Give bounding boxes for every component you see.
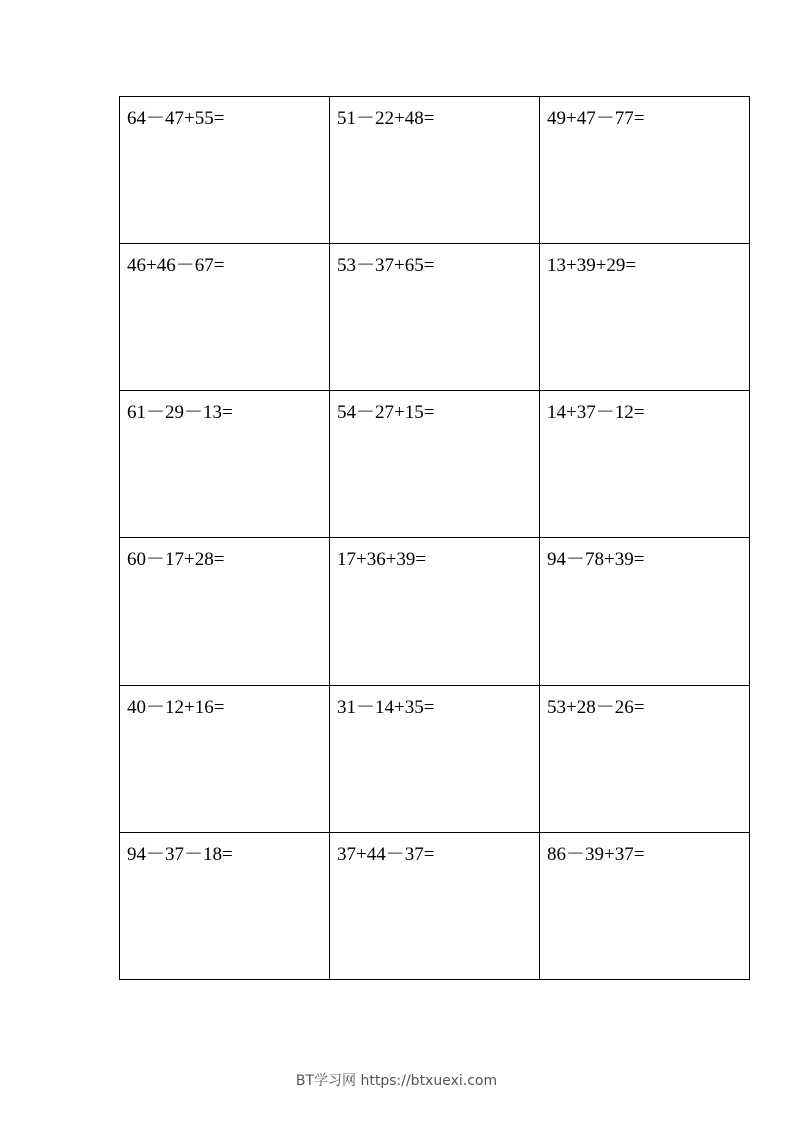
problem-text: 53+28－26= xyxy=(547,696,645,718)
problem-text: 40－12+16= xyxy=(127,696,225,718)
problem-text: 53－37+65= xyxy=(337,255,435,277)
problem-cell xyxy=(540,97,750,244)
problem-text: 54－27+15= xyxy=(337,402,435,424)
problem-text: 94－37－18= xyxy=(127,843,233,865)
worksheet-row xyxy=(120,538,750,685)
footer-watermark-text: BT学习网 https://btxuexi.com xyxy=(295,1073,498,1089)
worksheet-row xyxy=(120,832,750,979)
problem-text: 37+44－37= xyxy=(337,843,435,865)
problem-cell xyxy=(120,244,330,391)
problem-cell xyxy=(330,244,540,391)
arithmetic-worksheet-table xyxy=(119,96,750,980)
problem-text: 60－17+28= xyxy=(127,549,225,571)
problem-cell xyxy=(540,685,750,832)
problem-text: 46+46－67= xyxy=(127,255,225,277)
worksheet-row xyxy=(120,685,750,832)
problem-cell xyxy=(540,538,750,685)
problem-text: 31－14+35= xyxy=(337,696,435,718)
problem-cell xyxy=(120,685,330,832)
problem-cell xyxy=(120,538,330,685)
problem-cell xyxy=(330,538,540,685)
problem-text: 14+37－12= xyxy=(547,402,645,424)
problem-text: 94－78+39= xyxy=(547,549,645,571)
problem-text: 13+39+29= xyxy=(547,255,637,277)
problem-cell xyxy=(540,244,750,391)
problem-text: 51－22+48= xyxy=(337,108,435,129)
problem-cell xyxy=(120,832,330,979)
problem-text: 17+36+39= xyxy=(337,549,427,571)
worksheet-row xyxy=(120,391,750,538)
problem-cell xyxy=(120,391,330,538)
problem-cell xyxy=(330,391,540,538)
worksheet-row xyxy=(120,244,750,391)
problem-text: 86－39+37= xyxy=(547,843,645,865)
problem-cell xyxy=(330,685,540,832)
problem-text: 61－29－13= xyxy=(127,402,233,424)
problem-cell xyxy=(540,391,750,538)
problem-text: 64－47+55= xyxy=(127,108,225,129)
problem-cell xyxy=(120,97,330,244)
problem-cell xyxy=(330,97,540,244)
problem-text: 49+47－77= xyxy=(547,108,645,129)
problem-cell xyxy=(330,832,540,979)
worksheet-row xyxy=(120,97,750,244)
problem-cell xyxy=(540,832,750,979)
